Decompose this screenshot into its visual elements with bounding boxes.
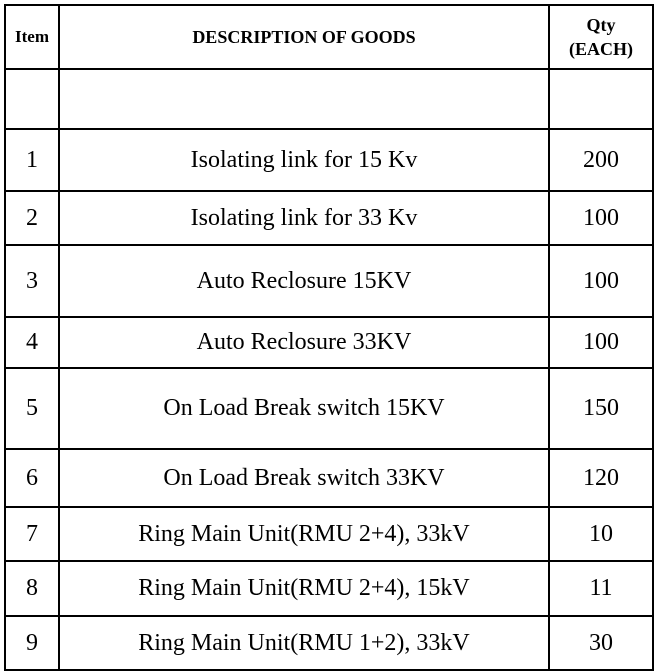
- goods-table: [4, 4, 654, 671]
- item-number: 7: [5, 507, 59, 561]
- item-description: Ring Main Unit(RMU 2+4), 15kV: [59, 561, 549, 616]
- item-qty: 100: [549, 245, 653, 317]
- table-row: [5, 616, 653, 670]
- table-row: [5, 129, 653, 191]
- item-number: 1: [5, 129, 59, 191]
- item-qty: 11: [549, 561, 653, 616]
- description-header: DESCRIPTION OF GOODS: [59, 5, 549, 69]
- item-number: 4: [5, 317, 59, 368]
- qty-header-line1: Qty: [586, 15, 616, 35]
- item-description: Ring Main Unit(RMU 1+2), 33kV: [59, 616, 549, 670]
- item-header: Item: [5, 5, 59, 69]
- item-description: On Load Break switch 15KV: [59, 368, 549, 449]
- qty-header-line2: (EACH): [569, 39, 633, 59]
- blank-row: [5, 69, 653, 129]
- table-row: [5, 449, 653, 507]
- item-number: 8: [5, 561, 59, 616]
- table-header-row: [5, 5, 653, 69]
- item-description: Auto Reclosure 33KV: [59, 317, 549, 368]
- item-number: 9: [5, 616, 59, 670]
- item-qty: 100: [549, 191, 653, 245]
- item-qty: 120: [549, 449, 653, 507]
- blank-cell: [5, 69, 59, 129]
- item-qty: 150: [549, 368, 653, 449]
- item-qty: 200: [549, 129, 653, 191]
- item-description: Auto Reclosure 15KV: [59, 245, 549, 317]
- item-number: 2: [5, 191, 59, 245]
- item-qty: 100: [549, 317, 653, 368]
- table-row: [5, 561, 653, 616]
- item-description: On Load Break switch 33KV: [59, 449, 549, 507]
- item-qty: 10: [549, 507, 653, 561]
- item-number: 6: [5, 449, 59, 507]
- blank-cell: [59, 69, 549, 129]
- item-number: 5: [5, 368, 59, 449]
- item-description: Isolating link for 33 Kv: [59, 191, 549, 245]
- item-description: Isolating link for 15 Kv: [59, 129, 549, 191]
- item-description: Ring Main Unit(RMU 2+4), 33kV: [59, 507, 549, 561]
- item-qty: 30: [549, 616, 653, 670]
- blank-cell: [549, 69, 653, 129]
- item-number: 3: [5, 245, 59, 317]
- table-row: [5, 317, 653, 368]
- table-row: [5, 507, 653, 561]
- qty-header: [549, 5, 653, 69]
- table-row: [5, 191, 653, 245]
- table-row: [5, 368, 653, 449]
- table-row: [5, 245, 653, 317]
